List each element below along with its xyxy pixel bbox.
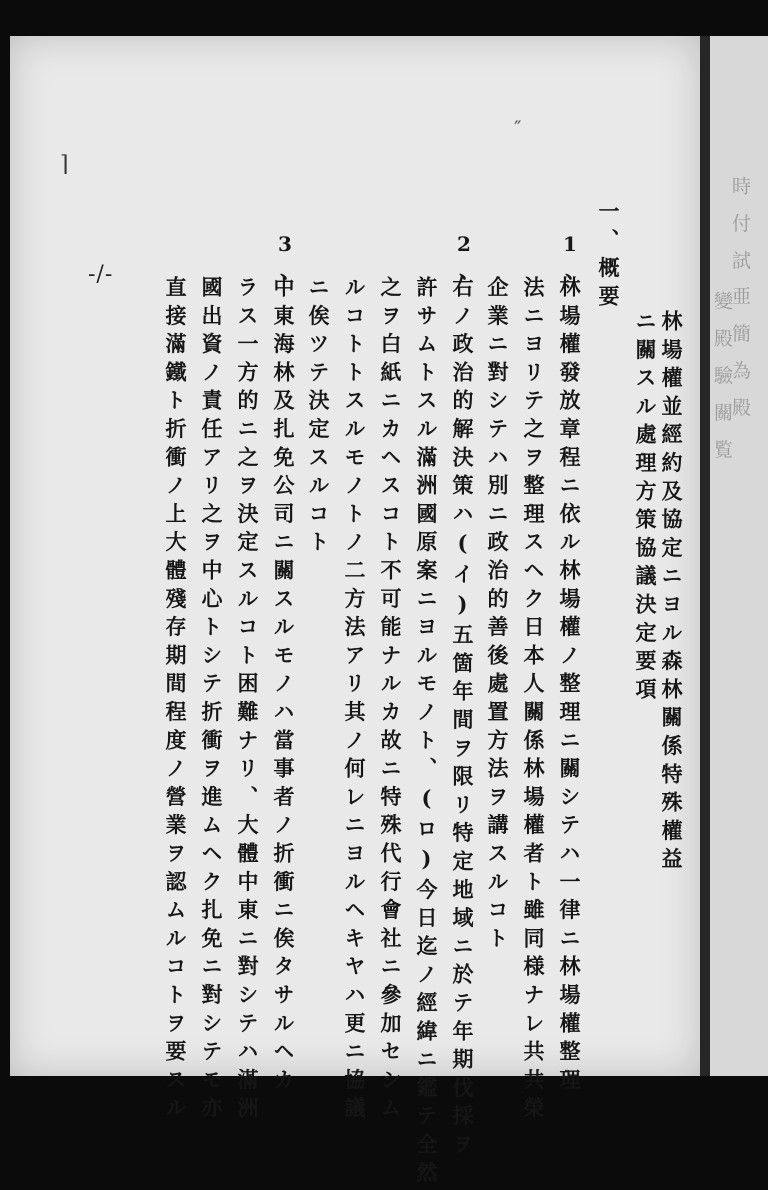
item-3-line-3: 國出資ノ責任アリ之ヲ中心トシテ折衝ヲ進ムヘク扎免ニ對シテモ亦 <box>199 276 224 1125</box>
document-page <box>10 36 700 1190</box>
item-1-comma: 、 <box>565 258 588 284</box>
adjacent-text-2: 亜 簡 為 殿 <box>729 286 751 423</box>
item-1-line-2: 法ニヨリテ之ヲ整理スヘク日本人關係林場權者ト雖同様ナレ共共榮 <box>521 276 546 1125</box>
item-2-line-4: ルコトトスルモノトノ二方法アリ其ノ何レニヨルヘキヤハ更ニ協議 <box>342 276 367 1125</box>
adjacent-text-1: 時 付 試 <box>729 176 751 276</box>
item-2-number: 2 <box>457 232 471 256</box>
item-1-line-3: 企業ニ對シテハ別ニ政治的善後處置方法ヲ講スルコト <box>485 276 510 956</box>
page-number: -/- <box>88 262 114 287</box>
pencil-tick-marks: ″ <box>514 116 522 140</box>
item-2-line-1: 右ノ政治的解決策ハ(イ)五箇年間ヲ限リ特定地域ニ於テ年期伐採ヲ <box>450 276 475 1162</box>
adjacent-page-edge <box>710 36 768 1076</box>
margin-bracket-mark: ⌉ <box>60 152 69 177</box>
item-2-comma: 、 <box>459 258 482 284</box>
item-1-line-1: 林場權發放章程ニ依ル林場權ノ整理ニ關シテハ一律ニ林場權整理 <box>557 276 582 1097</box>
adjacent-text-3: 變 殿 驗 關 覧 <box>711 291 733 465</box>
item-3-number: 3 <box>278 232 292 256</box>
item-3-line-1: 中東海林及扎免公司ニ關スルモノハ當事者ノ折衝ニ俟タサルヘカ <box>271 276 296 1097</box>
section-heading: 一、概要 <box>596 200 621 314</box>
item-3-line-4: 直接滿鐵ト折衝ノ上大體殘存期間程度ノ營業ヲ認ムルコトヲ要スル <box>163 276 188 1125</box>
item-2-line-5: ニ俟ツテ決定スルコト <box>306 276 331 559</box>
item-3-comma: 、 <box>280 258 303 284</box>
title-line-2: ニ關スル處理方策協議決定要項 <box>633 310 658 707</box>
item-2-line-2: 許サムトスル滿洲國原案ニヨルモノト、(ロ)今日迄ノ經緯ニ鑑テ全然 <box>414 276 439 1190</box>
item-2-line-3: 之ヲ白紙ニカヘスコト不可能ナルカ故ニ特殊代行會社ニ參加セシム <box>378 276 403 1125</box>
item-3-line-2: ラス一方的ニ之ヲ決定スルコト困難ナリ、大體中東ニ對シテハ滿洲 <box>235 276 260 1125</box>
item-1-number: 1 <box>563 232 577 256</box>
page-gutter <box>700 36 710 1076</box>
title-line-1: 林場權並經約及協定ニヨル森林關係特殊權益 <box>659 310 684 876</box>
